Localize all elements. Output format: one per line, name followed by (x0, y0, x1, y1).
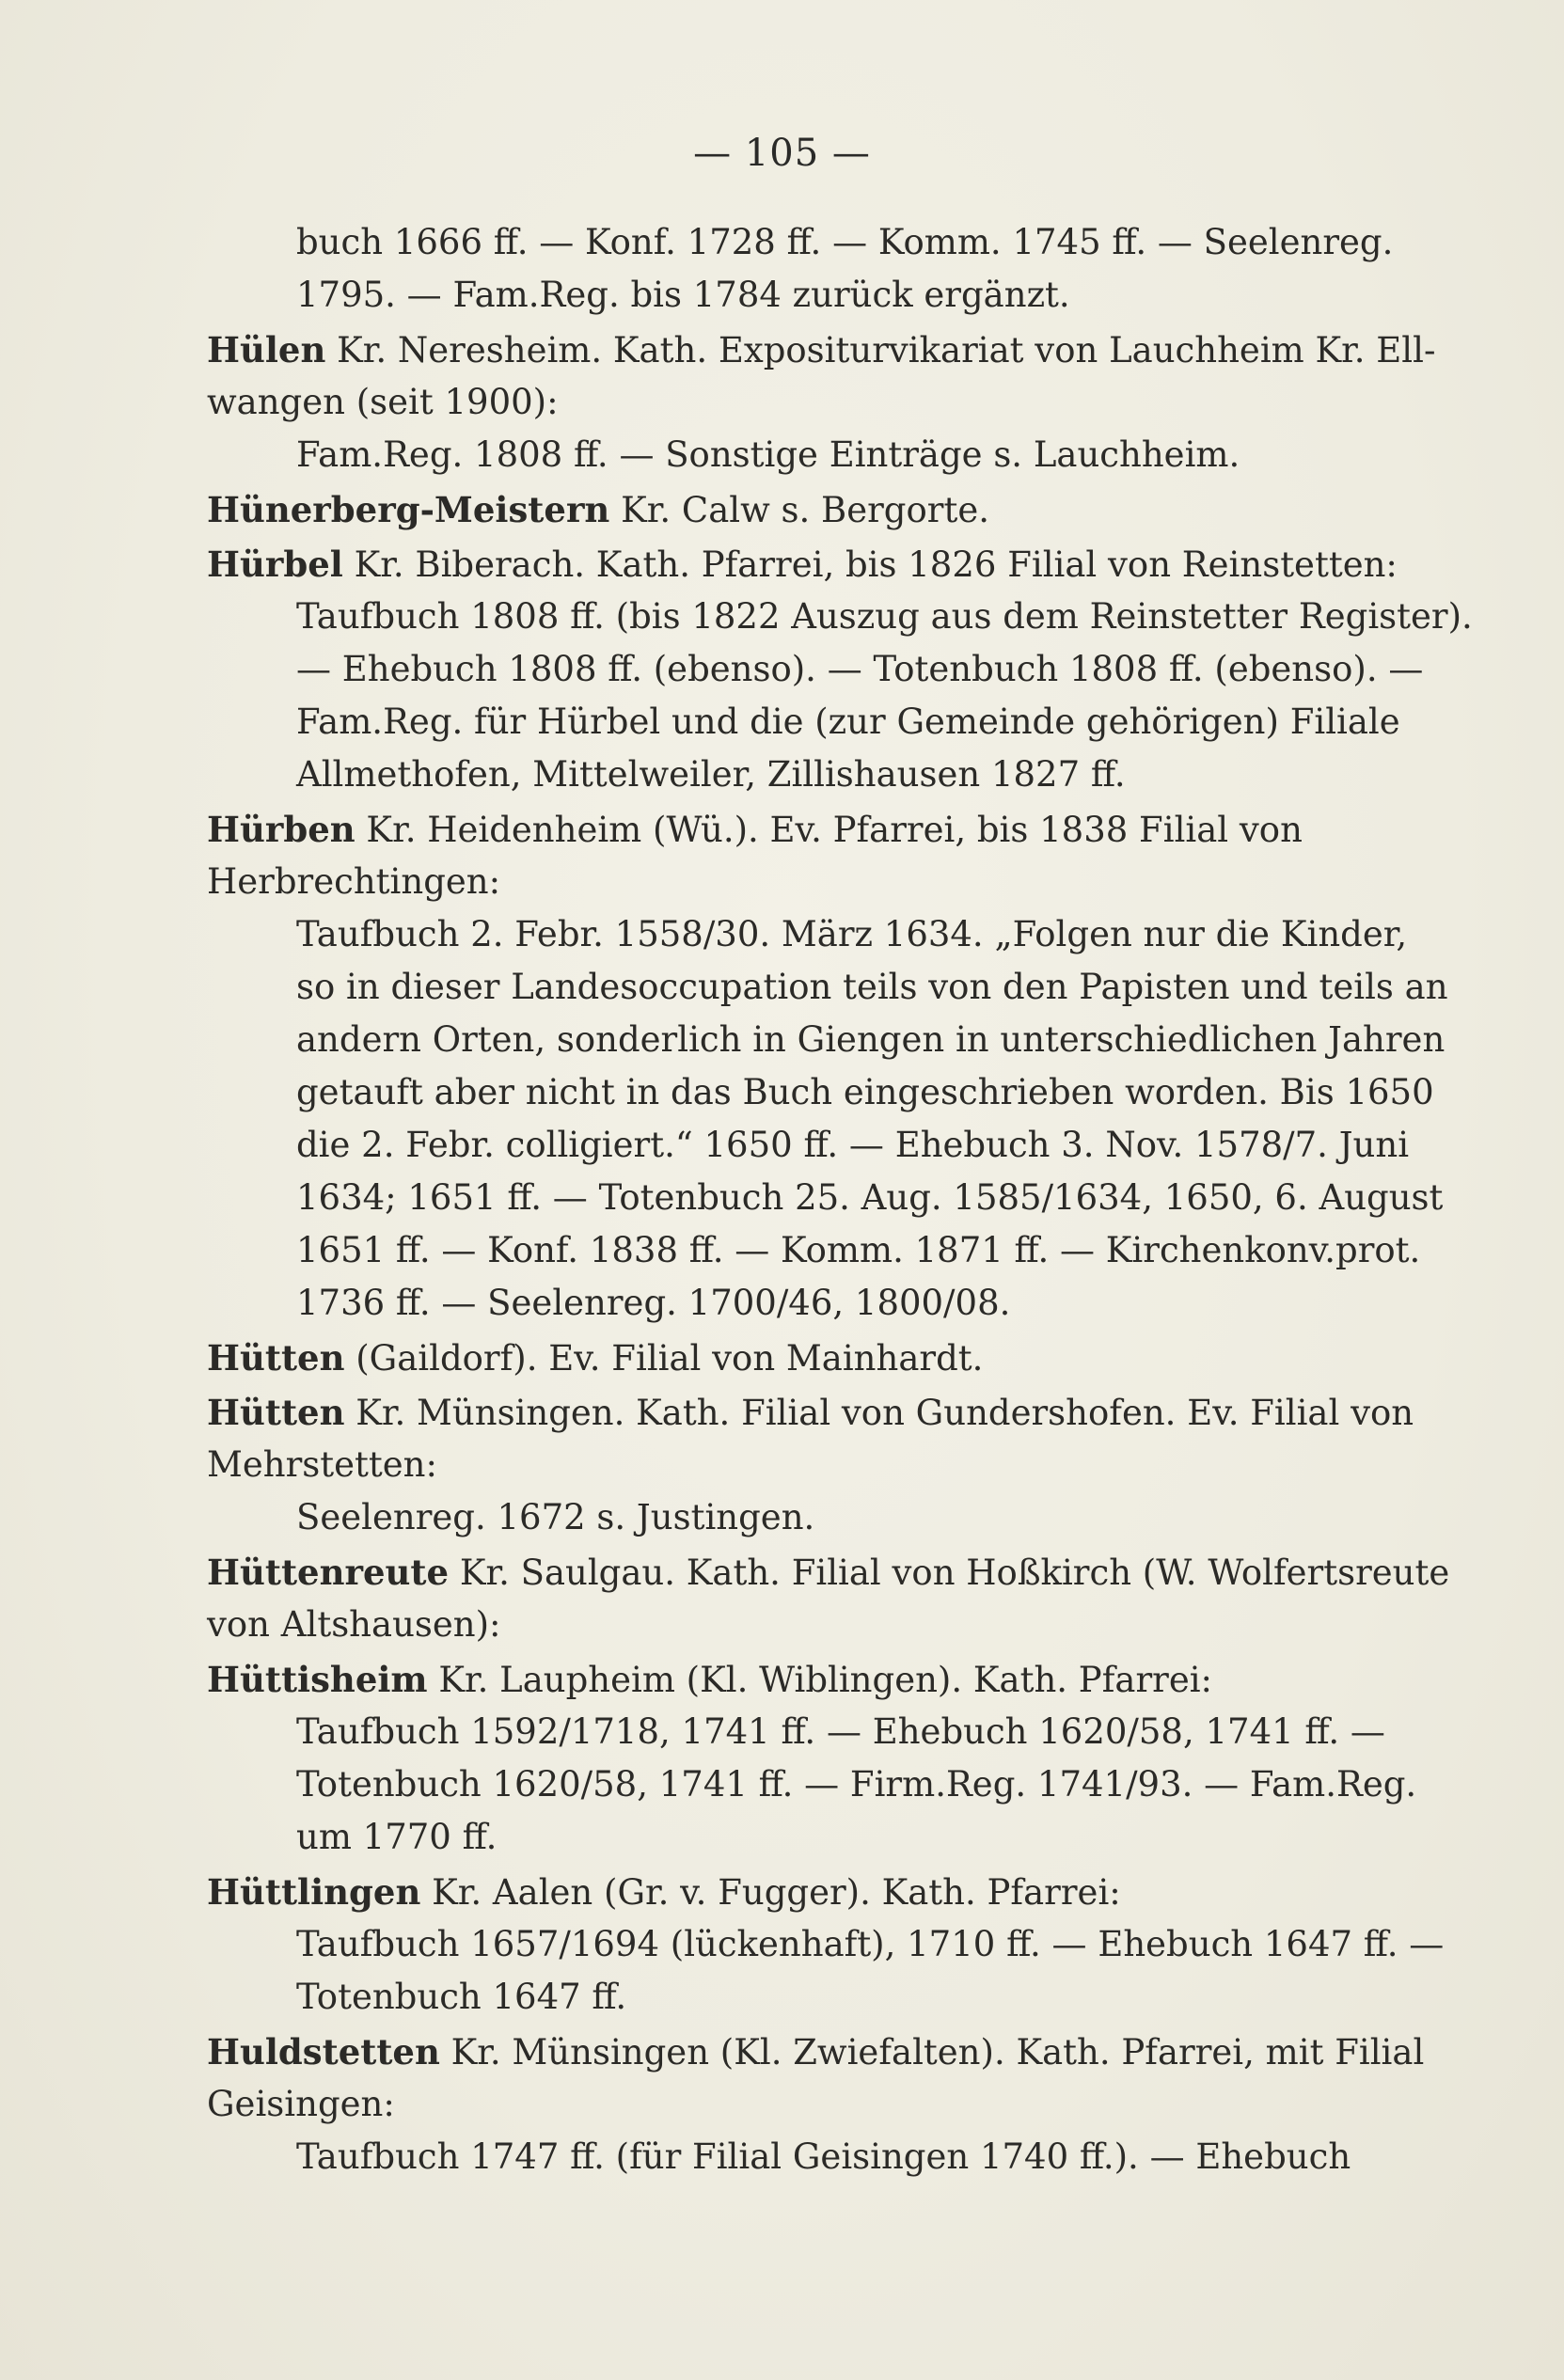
text-line: Taufbuch 1657/1694 (lückenhaft), 1710 ff. — Ehebuch 1647 ff. — (296, 1924, 1445, 1964)
entry-heading: Huldstetten (207, 2031, 440, 2073)
text-line: Allmethofen, Mittelweiler, Zillishausen 1827 ff. (296, 754, 1126, 795)
text-line: Fam.Reg. für Hürbel und die (zur Gemeinde gehörigen) Filiale (296, 701, 1400, 742)
entry-huetten-gaildorf (207, 1332, 1411, 1384)
text-line: von Altshausen): (207, 1604, 501, 1645)
text-line: andern Orten, sonderlich in Giengen in unterschiedlichen Jahren (296, 1019, 1446, 1060)
entry-first-line (207, 483, 1411, 536)
entry-heading: Hünerberg-Meistern (207, 489, 610, 530)
entry-heading: Hütten (207, 1337, 345, 1379)
entry-huetten-muensingen (207, 1386, 1414, 1544)
text-line: Taufbuch 2. Febr. 1558/30. März 1634. „Folgen nur die Kinder, (296, 914, 1408, 954)
text-line: Geisingen: (207, 2084, 395, 2124)
entry-huenerberg (207, 483, 1411, 536)
text-line: 1651 ff. — Konf. 1838 ff. — Komm. 1871 ff. — Kirchenkonv.prot. (296, 1230, 1421, 1270)
entry-first-line-text: Kr. Biberach. Kath. Pfarrei, bis 1826 Filial von Reinstetten: (342, 544, 1398, 585)
entry-heading: Hürben (207, 809, 355, 850)
text-line: Taufbuch 1592/1718, 1741 ff. — Ehebuch 1620/58, 1741 ff. — (296, 1711, 1385, 1752)
entry-first-line (207, 1386, 1414, 1439)
text-line: Totenbuch 1620/58, 1741 ff. — Firm.Reg. 1741/93. — Fam.Reg. (296, 1764, 1417, 1805)
entry-heading: Hülen (207, 329, 326, 370)
entry-first-line (207, 1866, 1411, 1918)
entry-first-line-text: Kr. Laupheim (Kl. Wiblingen). Kath. Pfarrei: (427, 1660, 1213, 1700)
text-line: um 1770 ff. (296, 1817, 498, 1857)
entry-huldstetten (207, 2025, 1425, 2183)
text-line: Taufbuch 1747 ff. (für Filial Geisingen 1740 ff.). — Ehebuch (296, 2136, 1351, 2177)
text-line: Herbrechtingen: (207, 861, 501, 902)
text-line: buch 1666 ff. — Konf. 1728 ff. — Komm. 1745 ff. — Seelenreg. (296, 222, 1394, 262)
entry-first-line-text: Kr. Münsingen. Kath. Filial von Gundershofen. Ev. Filial von (344, 1393, 1414, 1433)
entry-first-line (207, 1332, 1411, 1384)
entry-continuation (207, 216, 1411, 322)
entry-first-line (207, 538, 1411, 591)
text-line: 1634; 1651 ff. — Totenbuch 25. Aug. 1585/1634, 1650, 6. August (296, 1177, 1444, 1218)
entry-first-line (207, 2025, 1425, 2078)
entry-huerbel (207, 538, 1473, 801)
entry-first-line-text: Kr. Heidenheim (Wü.). Ev. Pfarrei, bis 1838 Filial von (355, 810, 1303, 850)
entry-heading: Hüttisheim (207, 1659, 428, 1700)
entry-first-line (207, 1546, 1450, 1599)
entry-first-line-text: Kr. Calw s. Bergorte. (609, 490, 989, 530)
text-line: getauft aber nicht in das Buch eingeschrieben worden. Bis 1650 (296, 1072, 1434, 1112)
entry-first-line-text: (Gaildorf). Ev. Filial von Mainhardt. (344, 1338, 984, 1379)
text-line: Seelenreg. 1672 s. Justingen. (296, 1497, 815, 1537)
entry-huelen (207, 323, 1436, 481)
text-line: Mehrstetten: (207, 1444, 437, 1485)
text-line: 1795. — Fam.Reg. bis 1784 zurück ergänzt. (296, 275, 1070, 315)
text-line: — Ehebuch 1808 ff. (ebenso). — Totenbuch 1808 ff. (ebenso). — (296, 649, 1424, 689)
entry-heading: Hüttenreute (207, 1552, 450, 1593)
page-number: — 105 — (693, 132, 871, 175)
entry-heading: Hüttlingen (207, 1871, 421, 1913)
entry-first-line-text: Kr. Neresheim. Kath. Expositurvikariat von Lauchheim Kr. Ell- (325, 330, 1436, 370)
entry-heading: Hütten (207, 1392, 345, 1433)
text-line: so in dieser Landesoccupation teils von den Papisten und teils an (296, 967, 1448, 1007)
entry-first-line-text: Kr. Münsingen (Kl. Zwiefalten). Kath. Pfarrei, mit Filial (439, 2032, 1425, 2073)
entry-huettisheim (207, 1653, 1417, 1864)
entry-first-line-text: Kr. Saulgau. Kath. Filial von Hoßkirch (W. Wolfertsreute (449, 1553, 1450, 1593)
entry-gap (207, 2183, 1411, 2185)
text-line: die 2. Febr. colligiert.“ 1650 ff. — Ehebuch 3. Nov. 1578/7. Juni (296, 1125, 1410, 1165)
text-line: 1736 ff. — Seelenreg. 1700/46, 1800/08. (296, 1283, 1011, 1323)
text-line: Totenbuch 1647 ff. (296, 1977, 627, 2017)
entry-huettlingen (207, 1866, 1445, 2024)
entry-first-line (207, 803, 1411, 856)
text-line: Taufbuch 1808 ff. (bis 1822 Auszug aus dem Reinstetter Register). (296, 596, 1473, 637)
entry-huettenreute (207, 1546, 1450, 1651)
entry-huerben (207, 803, 1448, 1330)
text-line: Fam.Reg. 1808 ff. — Sonstige Einträge s. Lauchheim. (296, 434, 1240, 475)
text-body (207, 216, 1473, 2185)
entry-heading: Hürbel (207, 544, 343, 585)
entry-first-line (207, 1653, 1411, 1706)
entry-first-line (207, 323, 1436, 376)
entry-first-line-text: Kr. Aalen (Gr. v. Fugger). Kath. Pfarrei: (420, 1872, 1121, 1913)
text-line: wangen (seit 1900): (207, 382, 559, 422)
